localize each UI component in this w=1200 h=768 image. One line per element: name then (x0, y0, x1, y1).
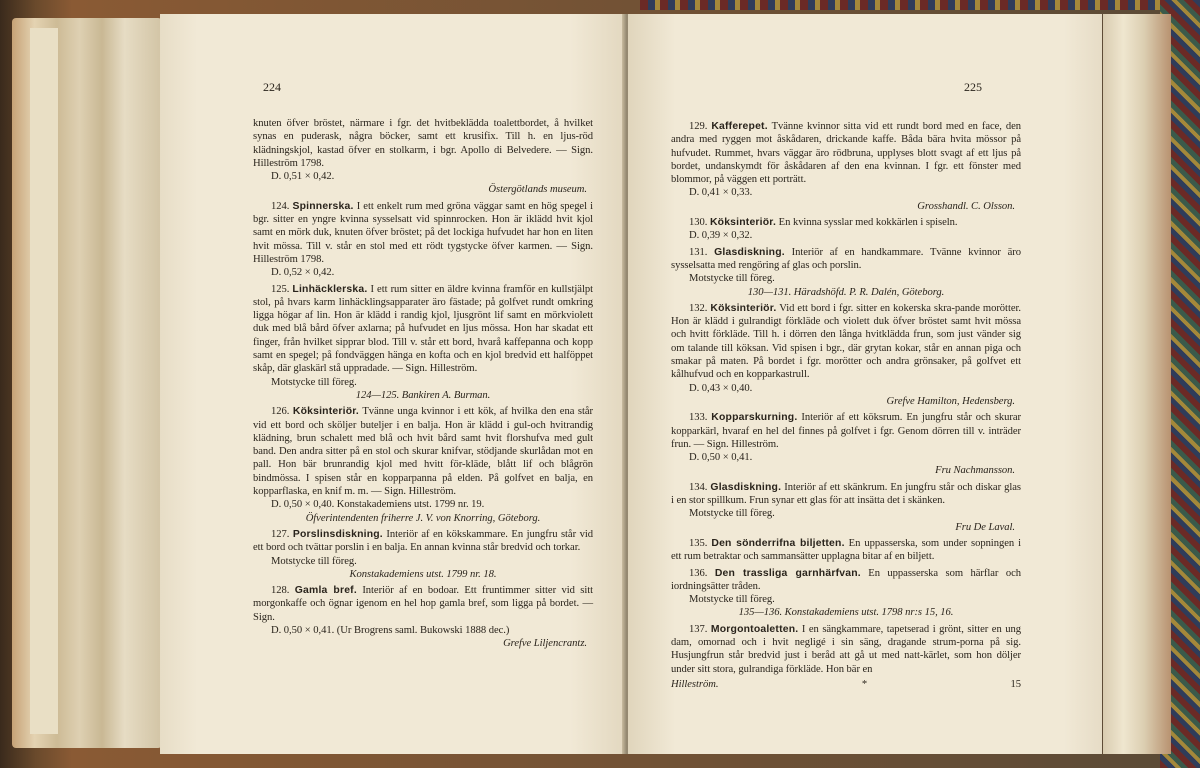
entry-number: 130. (689, 217, 710, 229)
entry-title: Den sönderrifna biljetten. (711, 537, 845, 549)
entry-title: Köksinteriör. (710, 302, 777, 314)
entry-number: 133. (689, 412, 712, 424)
entry-title: Den trassliga garnhärfvan. (714, 567, 861, 579)
right-page (628, 14, 1102, 754)
catalog-entry (253, 405, 593, 498)
note-line: Motstycke till föreg. (689, 594, 775, 606)
owner-line: Fru De Laval. (955, 521, 1015, 533)
entry-number: 129. (689, 121, 712, 132)
left-page (160, 14, 626, 754)
entry-number: 124. (271, 200, 293, 212)
page-number: 224 (263, 80, 281, 94)
owner-line: Öfverintendenten friherre J. V. von Knorring, Göteborg. (305, 512, 541, 524)
catalog-entry (671, 623, 1021, 676)
left-page-text (253, 117, 593, 651)
entry-title: Glasdiskning. (714, 246, 785, 258)
entry-description: En uppasserska, som under sopningen i ett rum betraktar och sammansätter upplagna bitar af en biljett. (671, 537, 1021, 563)
dimensions-line: D. 0,51 × 0,42. (271, 171, 335, 183)
page-edge-strip (30, 28, 58, 734)
page-number: 225 (964, 80, 982, 94)
entry-number: 134. (689, 481, 711, 493)
catalog-entry (671, 302, 1021, 382)
catalog-entry (671, 120, 1021, 186)
catalog-entry (253, 200, 593, 266)
entry-title: Kafferepet. (711, 121, 768, 132)
catalog-entry (671, 246, 1021, 273)
entry-description: Tvänne unga kvinnor i ett kök, af hvilka den ena står vid ett bord och sköljer buteljer i en balja. Hon är klädd i gul-och hvitrandig klädning, brun schalett med blå och hvit bård samt hvit florshufva med gult band. Den andra sitter på en stol och skurar knifvar, stödjande skurlådan mot en pall. Hon bär brunrandig kjol med hvitt för-kläde, blått lif och blågrön bindmössa. I spisen står en kopparpanna på elden. På golfvet en balja, en kopparflaska, en knif m. m. — Sign. Hilleström. (253, 406, 593, 498)
marbled-endpaper-top (640, 0, 1200, 10)
note-line: Motstycke till föreg. (689, 508, 775, 520)
catalog-entry (253, 528, 593, 555)
catalog-entry (671, 537, 1021, 564)
entry-number: 126. (271, 406, 293, 418)
entry-number: 136. (689, 567, 715, 579)
owner-line: 124—125. Bankiren A. Burman. (355, 389, 491, 401)
owner-line: 130—131. Häradshöfd. P. R. Dalén, Göteborg. (747, 286, 945, 298)
entry-title: Kopparskurning. (711, 412, 798, 424)
entry-number: 125. (271, 283, 293, 295)
dimensions-line: D. 0,41 × 0,33. (689, 187, 753, 199)
dimensions-line: D. 0,50 × 0,41. (689, 452, 753, 464)
owner-line: Grefve Hamilton, Hedensberg. (886, 395, 1015, 407)
owner-line: Fru Nachmansson. (935, 465, 1015, 477)
dimensions-line: D. 0,50 × 0,40. Konstakademiens utst. 1799 nr. 19. (271, 499, 485, 511)
entry-number: 128. (271, 585, 295, 597)
entry-description: I en sängkammare, tapetserad i grönt, sitter en ung dam, omornad och i hvit negligé i sin säng, dragande strum-porna på sig. Husjungfrun står bredvid just i beråd att gå ut med natt-kärlet, som hon döljer under sitt stora, gulrandiga förkläde. Hon bär en (671, 623, 1021, 675)
entry-number: 132. (689, 302, 711, 314)
entry-number: 127. (271, 528, 293, 540)
entry-description: En uppasserska som härflar och iordningsätter tråden. (671, 567, 1021, 592)
entry-title: Spinnerska. (292, 200, 354, 212)
owner-line: Grosshandl. C. Olsson. (917, 200, 1015, 212)
entry-description: Vid ett bord i fgr. sitter en kokerska skra-pande morötter. Hon är klädd i gulrandigt förkläde och violett duk öfver bröstet samt hvit mössa och hvitt förkläde. Till h. i dörren den långa hvitklädda frun, som just vänder sig om talande till köksan. Vid spisen i bgr., där grytan kokar, står en annan piga och smakar på maten. På bordet i fgr. morötter och andra grönsaker, på golfvet ett kålhufvud och en kopparkastrull. (671, 302, 1021, 381)
catalog-entry (671, 216, 1021, 229)
right-page-text (671, 117, 1021, 691)
note-line: Motstycke till föreg. (271, 376, 357, 388)
dimensions-line: D. 0,52 × 0,42. (271, 267, 335, 279)
entry-title: Linhäcklerska. (292, 283, 368, 295)
entry-title: Köksinteriör. (292, 406, 360, 418)
entry-number: 137. (689, 623, 711, 635)
page-footer (671, 678, 1021, 691)
dimensions-line: D. 0,39 × 0,32. (689, 230, 753, 242)
page-block-right (1103, 14, 1171, 754)
entry-number: 131. (689, 246, 715, 258)
paragraph: knuten öfver bröstet, närmare i fgr. det hvitbeklädda toalettbordet, å hvilket synas en puderask, några böcker, samt ett krusifix. Till h. en ljus-röd klädningskjol, kastad öfver en stolkarm, i bgr. Apollo di Belvedere. — Sign. Hilleström 1798. (253, 118, 593, 169)
entry-description: Interiör af en handkammare. Tvänne kvinnor äro sysselsatta med rengöring af glas och porslin. (671, 246, 1021, 271)
owner-line: Konstakademiens utst. 1799 nr. 18. (349, 568, 497, 580)
entry-title: Köksinteriör. (709, 217, 777, 229)
entry-description: Interiör af ett skänkrum. En jungfru står och diskar glas i en stor spillkum. Frun synar ett glas för att insätta det i skänken. (671, 481, 1021, 507)
dimensions-line: D. 0,43 × 0,40. (689, 382, 753, 394)
entry-description: En kvinna sysslar med kokkärlen i spiseln. (776, 217, 958, 229)
catalog-entry (671, 411, 1021, 451)
catalog-entry (253, 584, 593, 624)
note-line: Motstycke till föreg. (689, 273, 775, 285)
catalog-entry (671, 481, 1021, 508)
owner-line: Östergötlands museum. (488, 184, 587, 196)
entry-description: Interiör af ett köksrum. En jungfru står och skurar kopparkärl, hvaraf en hel del finnes på golfvet i fgr. Genom dörren till v. inträder frun. — Sign. Hilleström. (671, 412, 1021, 450)
entry-description: Interiör af en kökskammare. En jungfru står vid ett bord och tvättar porslin i en balja. En annan kvinna står bredvid och torkar. (253, 528, 593, 554)
footer-signature-number: 15 (1010, 678, 1021, 690)
entry-title: Morgontoaletten. (710, 623, 799, 635)
entry-number: 135. (689, 537, 712, 549)
footer-signature: Hilleström. (671, 678, 719, 690)
dimensions-line: D. 0,50 × 0,41. (Ur Brogrens saml. Bukowski 1888 dec.) (271, 624, 510, 636)
entry-title: Gamla bref. (294, 585, 357, 597)
catalog-entry (253, 283, 593, 376)
footer-mark: * (861, 678, 868, 690)
owner-line: 135—136. Konstakademiens utst. 1798 nr:s 15, 16. (738, 607, 954, 619)
owner-line: Grefve Liljencrantz. (503, 638, 587, 650)
entry-description: Interiör af en bodoar. Ett fruntimmer sitter vid sitt morgonkaffe och ögnar igenom en hel hop gamla bref, som ligga på bordet. — Sign. (253, 585, 593, 623)
catalog-entry (671, 567, 1021, 594)
entry-title: Porslinsdiskning. (292, 528, 383, 540)
entry-title: Glasdiskning. (710, 481, 782, 493)
entry-description: Tvänne kvinnor sitta vid ett rundt bord med en face, den andra med ryggen mot åskådaren, drickande kaffe. Båda bära hvita mössor på hufvudet. Rummet, hvars väggar äro rödbruna, upplyses blott svagt af ett ljus på bordet, undanskymdt för åskådaren af den ena kvinnan. I fgr. ett fönster med blommor, på väggen ett porträtt. (671, 121, 1021, 186)
note-line: Motstycke till föreg. (271, 555, 357, 567)
entry-description: I ett rum sitter en äldre kvinna framför en kullstjälpt stol, på hvars karm linhäcklingsapparater äro fästade; på golfvet rundt omkring ligga högar af lin. Hon är klädd i randig kjol, ljusgrönt lif samt en mörkviolett duk med blå bård öfver axlarna; på hufvudet en ljus mössa. Hon har skadat ett finger, från hvilket sipprar blod. Till v. står ett bord, hvarå kaffepanna och kopp samt en spegel; på fondväggen hänga en kofta och en kjol bredvid ett halföppet skåp, där glaskärl stå uppradade. — Sign. Hilleström. (253, 283, 593, 375)
entry-description: I ett enkelt rum med gröna väggar samt en hög spegel i bgr. sitter en yngre kvinna sysselsatt vid spinnrocken. Hon är iklädd hvit kjol samt en mörk duk, knuten öfver bröstet; på det lockiga hufvudet har hon en liten hvit mössa. Till v. står en stol med ett rödt tygstycke öfver karmen. — Sign. Hilleström 1798. (253, 200, 593, 265)
